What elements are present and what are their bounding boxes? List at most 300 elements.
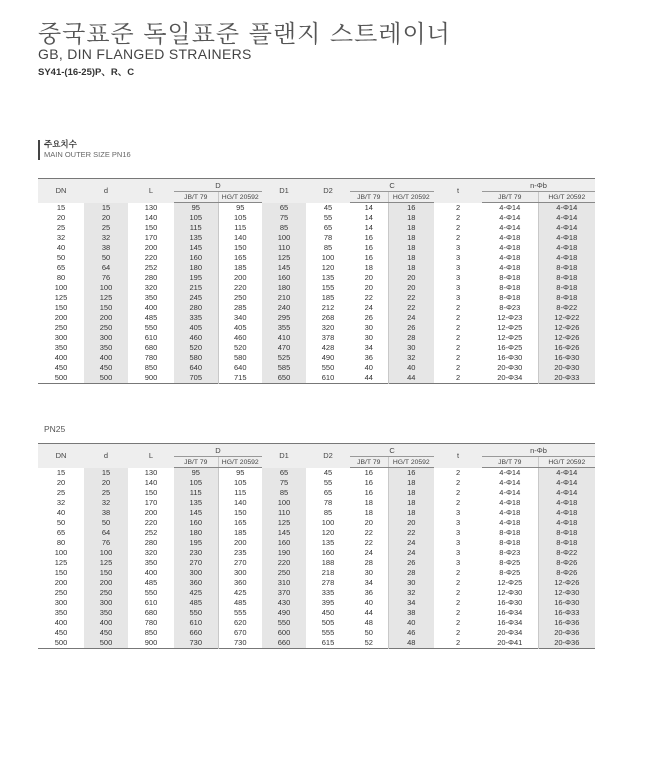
cell-D-hg: 485: [234, 598, 247, 607]
table-row: [38, 628, 595, 638]
cell-n-jb: 16-Φ30: [482, 598, 538, 608]
cell-D1: 160: [262, 273, 306, 283]
cell-d: 64: [84, 528, 128, 538]
cell-D2: 155: [321, 283, 335, 292]
cell-n-hg: 4-Φ14: [538, 478, 595, 488]
cell-D-hg: 105: [234, 213, 247, 222]
cell-D-hg: 150: [234, 243, 247, 252]
header-C: C: [350, 179, 434, 192]
header-D1: D1: [262, 179, 306, 203]
cell-C-hg: 16: [388, 468, 434, 479]
cell-C-jb: 16: [350, 488, 388, 498]
cell-t: 2: [455, 498, 461, 507]
cell-D-hg: 140: [234, 498, 247, 507]
cell-d: 250: [84, 588, 128, 598]
cell-C-hg: 24: [388, 538, 434, 548]
table-row: [38, 243, 595, 253]
header-D: D: [174, 179, 262, 192]
cell-D2: 78: [323, 233, 333, 242]
cell-D-jb: 300: [174, 568, 218, 578]
cell-n-jb: 20-Φ34: [482, 628, 538, 638]
cell-C-hg: 18: [388, 508, 434, 518]
cell-D-hg: 220: [234, 283, 247, 292]
cell-n-jb: 20-Φ30: [482, 363, 538, 373]
cell-l: 150: [144, 223, 158, 232]
header-d: d: [84, 444, 128, 468]
cell-l: 200: [144, 243, 158, 252]
cell-C-jb: 50: [350, 628, 388, 638]
table-row: [38, 578, 595, 588]
cell-t: 3: [455, 263, 461, 272]
cell-n-hg: 8-Φ26: [538, 568, 595, 578]
table-row: [38, 293, 595, 303]
cell-C-hg: 40: [388, 618, 434, 628]
cell-l: 130: [144, 202, 158, 212]
cell-D2: 212: [321, 303, 335, 312]
cell-D1: 490: [262, 608, 306, 618]
cell-C-jb: 22: [350, 528, 388, 538]
cell-C-jb: 18: [350, 498, 388, 508]
header-n-phi-b: n-Φb: [482, 444, 595, 457]
cell-n-jb: 4-Φ18: [482, 233, 538, 243]
cell-C-hg: 22: [388, 293, 434, 303]
cell-C-jb: 14: [350, 203, 388, 214]
table-row: [38, 638, 595, 649]
cell-l: 680: [144, 608, 158, 617]
cell-t: 3: [455, 243, 461, 252]
cell-D-hg: 115: [234, 488, 247, 497]
cell-C-jb: 36: [350, 588, 388, 598]
cell-l: 550: [144, 323, 158, 332]
cell-D-jb: 580: [174, 353, 218, 363]
cell-D1: 525: [262, 353, 306, 363]
table-row: [38, 618, 595, 628]
cell-D1: 220: [262, 558, 306, 568]
cell-d: 200: [84, 313, 128, 323]
cell-n-jb: 8-Φ23: [482, 303, 538, 313]
table-row: [38, 313, 595, 323]
table-row: [38, 548, 595, 558]
header-n-phi-b: n-Φb: [482, 179, 595, 192]
cell-t: 2: [455, 333, 461, 342]
cell-D2: 450: [321, 608, 335, 617]
cell-dn: 400: [54, 353, 68, 362]
cell-D-jb: 520: [174, 343, 218, 353]
section-title-english: MAIN OUTER SIZE PN16: [44, 150, 131, 159]
cell-D2: 160: [321, 548, 335, 557]
cell-n-hg: 8-Φ22: [538, 303, 595, 313]
cell-l: 680: [144, 343, 158, 352]
table-row: [38, 203, 595, 214]
cell-D-hg: 285: [234, 303, 247, 312]
cell-l: 320: [144, 548, 158, 557]
cell-n-jb: 8-Φ18: [482, 538, 538, 548]
cell-d: 50: [84, 518, 128, 528]
header-t: t: [434, 179, 482, 203]
cell-n-jb: 4-Φ14: [482, 488, 538, 498]
cell-n-jb: 12-Φ25: [482, 333, 538, 343]
cell-d: 38: [84, 508, 128, 518]
cell-t: 3: [455, 548, 461, 557]
cell-dn: 350: [54, 343, 68, 352]
page-title-english: GB, DIN FLANGED STRAINERS: [38, 46, 252, 62]
table-row: [38, 468, 595, 479]
cell-D-jb: 610: [174, 618, 218, 628]
cell-t: 2: [455, 323, 461, 332]
cell-C-hg: 44: [388, 373, 434, 384]
cell-D-jb: 215: [174, 283, 218, 293]
cell-t: 3: [455, 538, 461, 547]
header-D: D: [174, 444, 262, 457]
cell-D-hg: 105: [234, 478, 247, 487]
cell-d: 450: [84, 363, 128, 373]
cell-n-hg: 4-Φ14: [538, 213, 595, 223]
cell-D-hg: 640: [234, 363, 247, 372]
cell-C-hg: 18: [388, 263, 434, 273]
cell-C-jb: 34: [350, 578, 388, 588]
cell-D-hg: 580: [234, 353, 247, 362]
cell-d: 38: [84, 243, 128, 253]
cell-D2: 335: [321, 588, 335, 597]
cell-n-jb: 4-Φ14: [482, 203, 538, 214]
cell-n-hg: 12-Φ22: [538, 313, 595, 323]
cell-C-hg: 20: [388, 283, 434, 293]
model-number: SY41-(16-25)P、R、C: [38, 67, 135, 78]
cell-D-jb: 550: [174, 608, 218, 618]
cell-C-jb: 20: [350, 283, 388, 293]
cell-dn: 25: [56, 488, 66, 497]
cell-C-jb: 14: [350, 213, 388, 223]
cell-C-hg: 16: [388, 203, 434, 214]
cell-dn: 200: [54, 578, 68, 587]
cell-D-hg: 165: [234, 253, 247, 262]
cell-t: 2: [455, 223, 461, 232]
pn25-label: PN25: [44, 424, 66, 434]
cell-t: 3: [455, 273, 461, 282]
cell-D2: 218: [321, 568, 335, 577]
cell-D-hg: 140: [234, 233, 247, 242]
cell-C-hg: 32: [388, 353, 434, 363]
cell-D-jb: 335: [174, 313, 218, 323]
cell-d: 350: [84, 343, 128, 353]
cell-n-hg: 20-Φ36: [538, 628, 595, 638]
cell-d: 300: [84, 598, 128, 608]
cell-l: 900: [144, 373, 158, 382]
cell-t: 3: [455, 253, 461, 262]
cell-D-hg: 115: [234, 223, 247, 232]
cell-C-jb: 16: [350, 233, 388, 243]
cell-l: 140: [144, 478, 158, 487]
cell-dn: 40: [56, 243, 66, 252]
cell-D2: 428: [321, 343, 335, 352]
section-title-korean: 주요치수: [44, 140, 77, 150]
cell-D1: 370: [262, 588, 306, 598]
cell-n-jb: 8-Φ25: [482, 568, 538, 578]
cell-D2: 610: [321, 373, 335, 382]
cell-D-hg: 425: [234, 588, 247, 597]
cell-C-jb: 16: [350, 478, 388, 488]
table-row: [38, 478, 595, 488]
cell-n-hg: 4-Φ18: [538, 498, 595, 508]
cell-n-hg: 4-Φ14: [538, 203, 595, 214]
cell-C-jb: 44: [350, 608, 388, 618]
cell-t: 2: [455, 588, 461, 597]
cell-n-jb: 4-Φ18: [482, 253, 538, 263]
cell-dn: 32: [56, 233, 66, 242]
cell-n-jb: 20-Φ41: [482, 638, 538, 649]
cell-D-hg: 300: [234, 568, 247, 577]
cell-C-hg: 30: [388, 578, 434, 588]
cell-n-hg: 8-Φ18: [538, 293, 595, 303]
table-row: [38, 353, 595, 363]
cell-D-hg: 165: [234, 518, 247, 527]
cell-C-hg: 34: [388, 598, 434, 608]
cell-D-hg: 620: [234, 618, 247, 627]
cell-D-jb: 160: [174, 518, 218, 528]
pn25-dimension-table: [38, 443, 595, 649]
cell-l: 780: [144, 353, 158, 362]
cell-n-hg: 4-Φ18: [538, 518, 595, 528]
cell-D-hg: 95: [236, 203, 245, 212]
cell-C-hg: 22: [388, 303, 434, 313]
cell-C-hg: 28: [388, 333, 434, 343]
cell-n-hg: 16-Φ30: [538, 598, 595, 608]
cell-D2: 45: [323, 202, 333, 212]
cell-D-jb: 640: [174, 363, 218, 373]
table-row: [38, 518, 595, 528]
cell-n-jb: 4-Φ14: [482, 478, 538, 488]
cell-D2: 100: [321, 253, 335, 262]
cell-D-hg: 270: [234, 558, 247, 567]
cell-D1: 125: [262, 253, 306, 263]
cell-t: 3: [455, 558, 461, 567]
cell-C-hg: 20: [388, 273, 434, 283]
cell-n-hg: 4-Φ14: [538, 488, 595, 498]
cell-D1: 295: [262, 313, 306, 323]
cell-n-hg: 4-Φ14: [538, 468, 595, 479]
cell-l: 170: [144, 233, 158, 242]
header-C: C: [350, 444, 434, 457]
cell-D1: 160: [262, 538, 306, 548]
cell-D1: 470: [262, 343, 306, 353]
cell-n-jb: 12-Φ30: [482, 588, 538, 598]
cell-l: 252: [144, 263, 158, 272]
cell-D-jb: 245: [174, 293, 218, 303]
cell-dn: 80: [56, 273, 66, 282]
cell-D2: 85: [323, 508, 333, 517]
table-row: [38, 223, 595, 233]
cell-D2: 378: [321, 333, 335, 342]
cell-d: 25: [84, 488, 128, 498]
cell-t: 2: [455, 578, 461, 587]
table-row: [38, 558, 595, 568]
cell-D-jb: 705: [174, 373, 218, 384]
cell-l: 610: [144, 333, 158, 342]
table-row: [38, 588, 595, 598]
header-D-jb: JB/T 79: [174, 192, 218, 203]
cell-t: 2: [455, 353, 461, 362]
cell-l: 350: [144, 293, 158, 302]
cell-n-hg: 4-Φ18: [538, 253, 595, 263]
cell-C-jb: 30: [350, 323, 388, 333]
cell-C-hg: 18: [388, 223, 434, 233]
cell-D1: 65: [262, 468, 306, 479]
cell-D2: 320: [321, 323, 335, 332]
cell-D-jb: 135: [174, 498, 218, 508]
cell-n-hg: 8-Φ18: [538, 263, 595, 273]
cell-dn: 25: [56, 223, 66, 232]
cell-D1: 585: [262, 363, 306, 373]
cell-dn: 450: [54, 363, 68, 372]
header-D1: D1: [262, 444, 306, 468]
pn25-table-body: [38, 468, 595, 649]
cell-n-hg: 16-Φ26: [538, 343, 595, 353]
cell-n-hg: 4-Φ14: [538, 223, 595, 233]
cell-dn: 450: [54, 628, 68, 637]
cell-D1: 65: [262, 203, 306, 214]
cell-D-jb: 145: [174, 243, 218, 253]
cell-d: 150: [84, 568, 128, 578]
cell-C-jb: 22: [350, 293, 388, 303]
cell-D2: 55: [323, 478, 333, 487]
cell-D-jb: 195: [174, 538, 218, 548]
cell-l: 220: [144, 253, 158, 262]
cell-D-hg: 185: [234, 263, 247, 272]
cell-d: 450: [84, 628, 128, 638]
cell-D1: 180: [262, 283, 306, 293]
cell-C-hg: 18: [388, 498, 434, 508]
cell-d: 76: [84, 273, 128, 283]
cell-dn: 100: [54, 283, 68, 292]
header-n-hg: HG/T 20592: [538, 457, 595, 468]
cell-d: 76: [84, 538, 128, 548]
cell-d: 200: [84, 578, 128, 588]
cell-C-jb: 22: [350, 538, 388, 548]
section-heading: [38, 140, 131, 160]
pn16-table-body: [38, 203, 595, 384]
cell-C-hg: 46: [388, 628, 434, 638]
table-row: [38, 213, 595, 223]
table-row: [38, 608, 595, 618]
cell-D-hg: 360: [234, 578, 247, 587]
cell-l: 350: [144, 558, 158, 567]
cell-dn: 40: [56, 508, 66, 517]
cell-C-jb: 20: [350, 273, 388, 283]
cell-D2: 78: [323, 498, 333, 507]
cell-d: 500: [84, 638, 128, 649]
table-row: [38, 333, 595, 343]
cell-C-hg: 18: [388, 253, 434, 263]
cell-n-hg: 12-Φ26: [538, 578, 595, 588]
header-D2: D2: [306, 179, 350, 203]
cell-dn: 250: [54, 588, 68, 597]
cell-D-jb: 230: [174, 548, 218, 558]
cell-D-hg: 200: [234, 273, 247, 282]
cell-t: 2: [455, 618, 461, 627]
cell-n-jb: 12-Φ23: [482, 313, 538, 323]
cell-l: 485: [144, 313, 158, 322]
cell-D1: 250: [262, 568, 306, 578]
cell-C-jb: 14: [350, 223, 388, 233]
cell-l: 200: [144, 508, 158, 517]
header-D-hg: HG/T 20592: [218, 192, 262, 203]
cell-dn: 20: [56, 213, 66, 222]
cell-l: 550: [144, 588, 158, 597]
table-row: [38, 283, 595, 293]
cell-n-jb: 8-Φ18: [482, 528, 538, 538]
cell-n-jb: 16-Φ34: [482, 608, 538, 618]
cell-d: 250: [84, 323, 128, 333]
cell-d: 20: [84, 478, 128, 488]
cell-n-jb: 4-Φ18: [482, 243, 538, 253]
cell-l: 850: [144, 363, 158, 372]
header-n-jb: JB/T 79: [482, 457, 538, 468]
cell-n-hg: 12-Φ26: [538, 333, 595, 343]
cell-D2: 185: [321, 293, 335, 302]
cell-n-jb: 16-Φ25: [482, 343, 538, 353]
cell-D1: 410: [262, 333, 306, 343]
cell-t: 2: [455, 202, 461, 212]
cell-C-jb: 30: [350, 568, 388, 578]
cell-t: 2: [455, 363, 461, 372]
table-row: [38, 488, 595, 498]
cell-d: 15: [84, 468, 128, 479]
cell-D1: 100: [262, 498, 306, 508]
cell-D1: 660: [262, 638, 306, 649]
cell-n-hg: 12-Φ26: [538, 323, 595, 333]
cell-l: 150: [144, 488, 158, 497]
cell-n-hg: 4-Φ18: [538, 508, 595, 518]
table-row: [38, 528, 595, 538]
cell-C-hg: 18: [388, 233, 434, 243]
cell-D1: 145: [262, 263, 306, 273]
cell-D2: 100: [321, 518, 335, 527]
cell-dn: 65: [56, 528, 66, 537]
cell-d: 350: [84, 608, 128, 618]
cell-n-jb: 8-Φ25: [482, 558, 538, 568]
cell-D2: 135: [321, 273, 335, 282]
cell-d: 100: [84, 548, 128, 558]
cell-D1: 125: [262, 518, 306, 528]
cell-dn: 65: [56, 263, 66, 272]
cell-D1: 550: [262, 618, 306, 628]
cell-C-hg: 22: [388, 528, 434, 538]
cell-n-jb: 12-Φ25: [482, 323, 538, 333]
cell-l: 400: [144, 303, 158, 312]
cell-d: 400: [84, 618, 128, 628]
cell-t: 2: [455, 233, 461, 242]
cell-t: 2: [455, 628, 461, 637]
cell-l: 280: [144, 538, 158, 547]
cell-n-jb: 16-Φ30: [482, 353, 538, 363]
cell-n-jb: 4-Φ18: [482, 518, 538, 528]
cell-D-hg: 95: [236, 468, 245, 477]
cell-C-jb: 44: [350, 373, 388, 384]
cell-D2: 555: [321, 628, 335, 637]
cell-D1: 85: [262, 488, 306, 498]
cell-D1: 650: [262, 373, 306, 384]
cell-D-hg: 340: [234, 313, 247, 322]
page-title-korean: 중국표준 독일표준 플랜지 스트레이너: [38, 20, 451, 48]
cell-D2: 278: [321, 578, 335, 587]
cell-n-hg: 8-Φ18: [538, 528, 595, 538]
cell-t: 2: [455, 598, 461, 607]
cell-D1: 110: [262, 243, 306, 253]
header-n-hg: HG/T 20592: [538, 192, 595, 203]
cell-n-jb: 4-Φ14: [482, 468, 538, 479]
header-l: L: [128, 444, 174, 468]
cell-D-hg: 150: [234, 508, 247, 517]
